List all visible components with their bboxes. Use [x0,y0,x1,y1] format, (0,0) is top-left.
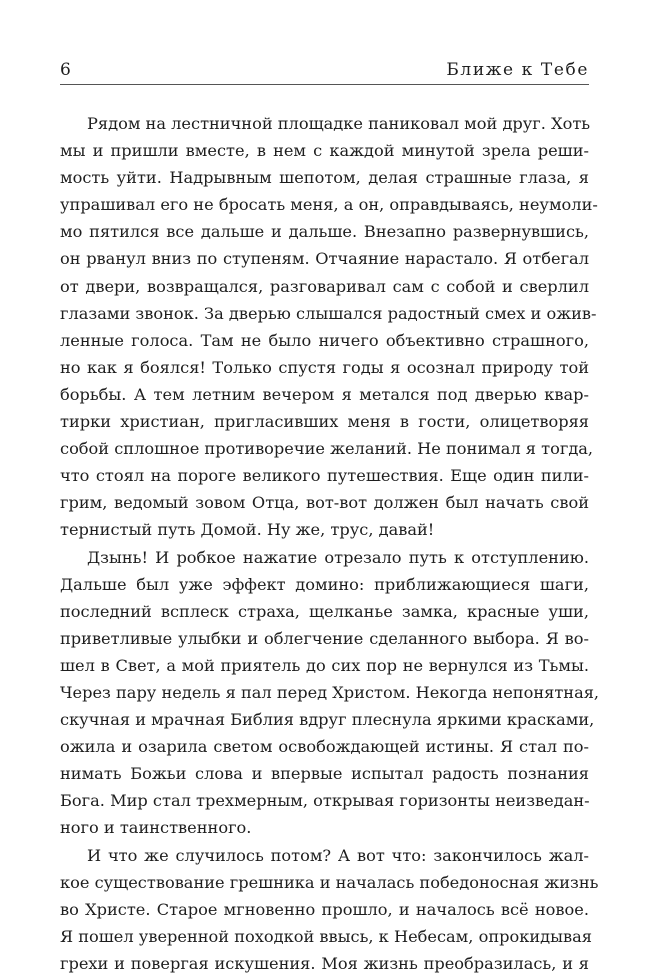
body-text [60,110,600,977]
running-header [60,58,589,85]
text-line: нимать Божьи слова и впервые испытал радость познания [60,764,589,784]
text-line: Дальше был уже эффект домино: приближающиеся шаги, [60,574,589,594]
text-line: мы и пришли вместе, в нем с каждой минутой зрела реши- [60,141,589,161]
book-title: Ближе к Тебе [446,60,589,80]
page-number: 6 [60,60,71,80]
text-line: борьбы. А тем летним вечером я метался под дверью квар- [60,384,589,404]
text-line: приветливые улыбки и облегчение сделанного выбора. Я во- [60,628,589,648]
text-line: он рванул вниз по ступеням. Отчаяние нарастало. Я отбегал [60,249,589,269]
text-line: ного и таинственного. [60,818,252,838]
text-line: мо пятился все дальше и дальше. Внезапно развернувшись, [60,222,589,242]
text-line: глазами звонок. За дверью слышался радостный смех и ожив- [60,303,597,323]
text-line: тернистый путь Домой. Ну же, трус, давай! [60,520,435,540]
text-line: грехи и повергая искушения. Моя жизнь преобразилась, и я [60,953,589,973]
text-line: что стоял на пороге великого путешествия. Еще один пили- [60,466,589,486]
text-line: но как я боялся! Только спустя годы я осознал природу той [60,357,589,377]
text-line: Рядом на лестничной площадке паниковал мой друг. Хоть [87,114,591,133]
text-line: Я пошел уверенной походкой ввысь, к Небесам, опрокидывая [60,926,592,946]
text-line: во Христе. Старое мгновенно прошло, и началось всё новое. [60,899,589,919]
paragraph-3 [60,842,599,977]
text-line: ожила и озарила светом освобождающей истины. Я стал по- [60,737,589,757]
text-line: мость уйти. Надрывным шепотом, делая страшные глаза, я [60,168,589,188]
paragraph-1 [60,110,598,544]
text-line: кое существование грешника и началась победоносная жизнь [60,872,599,892]
text-line: шел в Свет, а мой приятель до сих пор не вернулся из Тьмы. [60,655,589,675]
text-line: грим, ведомый зовом Отца, вот-вот должен был начать свой [60,493,589,513]
text-line: тирки христиан, пригласивших меня в гости, олицетворяя [60,412,589,432]
text-line: собой сплошное противоречие желаний. Не понимал я тогда, [60,439,594,459]
text-line: И что же случилось потом? А вот что: закончилось жал- [87,845,589,865]
text-line: Через пару недель я пал перед Христом. Некогда непонятная, [60,682,600,702]
paragraph-2 [60,544,600,842]
text-line: Дзынь! И робкое нажатие отрезало путь к отступлению. [87,547,589,567]
text-line: ленные голоса. Там не было ничего объективно страшного, [60,330,589,350]
text-line: от двери, возвращался, разговаривал сам с собой и сверлил [60,276,589,296]
text-line: упрашивал его не бросать меня, а он, оправдываясь, неумоли- [60,195,598,215]
text-line: последний всплеск страха, щелканье замка, красные уши, [60,601,589,621]
text-line: скучная и мрачная Библия вдруг плеснула яркими красками, [60,710,595,730]
text-line: Бога. Мир стал трехмерным, открывая горизонты неизведан- [60,791,590,811]
